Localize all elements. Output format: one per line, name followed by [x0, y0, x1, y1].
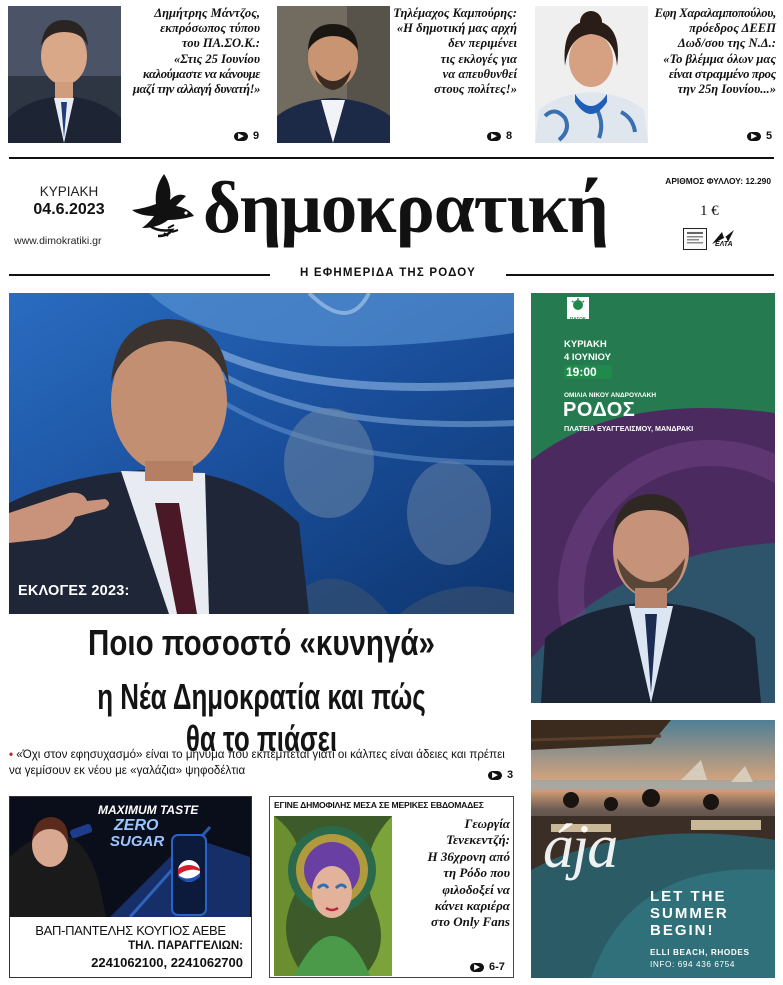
- pasok-day: ΚΥΡΙΑΚΗ: [564, 339, 607, 350]
- bullet-icon: •: [9, 748, 14, 761]
- beach-info: INFO: 694 436 6754: [650, 960, 735, 969]
- aja-logo: ája: [543, 813, 617, 881]
- dove-logo-icon: [128, 170, 200, 240]
- kampourhs-photo: [277, 6, 390, 143]
- tenekentzi-page-ref: ▶ 6-7: [470, 961, 505, 973]
- pepsi-slogan-3: SUGAR: [110, 833, 165, 850]
- website[interactable]: www.dimokratiki.gr: [14, 235, 102, 247]
- tenekentzi-kicker: ΕΓΙΝΕ ΔΗΜΟΦΙΛΗΣ ΜΕΣΑ ΣΕ ΜΕΡΙΚΕΣ ΕΒΔΟΜΑΔΕΣ: [274, 800, 484, 810]
- headline-line-2[interactable]: η Νέα Δημοκρατία και πώς θα το πιάσει: [97, 676, 426, 759]
- price: 1 €: [700, 203, 719, 219]
- pasok-event-ad[interactable]: [531, 293, 775, 703]
- arrow-icon: ▶: [234, 132, 248, 141]
- charalampopoulou-photo: [535, 6, 648, 143]
- pepsi-phones: 2241062100, 2241062700: [91, 955, 243, 970]
- pasok-time: 19:00: [564, 365, 612, 379]
- kampourhs-page-ref: ▶ 8: [487, 130, 512, 142]
- arrow-icon: ▶: [747, 132, 761, 141]
- hero-lead: • «Όχι στον εφησυχασμό» είναι το μήνυμα που εκπέμπεται γιατί οι κάλπες είναι άδειες και πρέπει να γεμίσουν εκ νέου με «γαλάζια» ψηφοδέλτια: [9, 748, 505, 777]
- issue-day: ΚΥΡΙΑΚΗ: [39, 184, 99, 199]
- pepsi-orders-label: ΤΗΛ. ΠΑΡΑΓΓΕΛΙΩΝ:: [128, 940, 243, 952]
- pepsi-slogan-1: MAXIMUM TASTE: [98, 803, 199, 817]
- beach-location: ELLI BEACH, RHODES: [650, 948, 750, 957]
- charalampopoulou-page-ref: ▶ 5: [747, 130, 772, 142]
- beach-line-1: LET THE: [650, 888, 727, 905]
- hero-photo[interactable]: [9, 293, 514, 614]
- pepsi-slogan-2: ZERO: [114, 817, 159, 834]
- pepsi-banner: [10, 797, 251, 917]
- charalampopoulou-teaser-text: Εφη Χαραλαμποπούλου, πρόεδρος ΔΕΕΠ Δωδ/σου της Ν.Δ.: «Το βλέμμα όλων μας είναι στραμμένο προς την 25η Ιουνίου...»: [654, 6, 776, 97]
- androulakis-photo: [541, 488, 761, 703]
- hero-page-ref: ▶ 3: [488, 769, 513, 781]
- tagline: Η ΕΦΗΜΕΡΙΔΑ ΤΗΣ ΡΟΔΟΥ: [270, 267, 506, 279]
- beach-line-2: SUMMER: [650, 905, 729, 922]
- tenekentzi-photo: [274, 816, 392, 976]
- pasok-city: ΡΟΔΟΣ: [563, 399, 636, 421]
- arrow-icon: ▶: [488, 771, 502, 780]
- pasok-place: ΠΛΑΤΕΙΑ ΕΥΑΓΓΕΛΙΣΜΟΥ, ΜΑΝΔΡΑΚΙ: [564, 424, 694, 433]
- headline-line-1[interactable]: Ποιο ποσοστό «κυνηγά»: [88, 622, 435, 663]
- mantzos-teaser-text: Δημήτρης Μάντζος, εκπρόσωπος τύπου του ΠΑ.ΣΟ.Κ.: «Στις 25 Ιουνίου καλούμαστε να κάνουμε μαζί την αλλαγή δυνατή!»: [132, 6, 260, 97]
- pasok-date: 4 ΙΟΥΝΙΟΥ: [564, 352, 611, 363]
- kampourhs-teaser-text: Τηλέμαχος Καμπούρης: «Η δημοτική μας αρχή δεν περιμένει τις εκλογές για να απευθυνθεί στους πολίτες!»: [393, 6, 517, 97]
- hero-kicker: ΕΚΛΟΓΕΣ 2023:: [18, 583, 130, 599]
- issue-number: ΑΡΙΘΜΟΣ ΦΥΛΛΟΥ: 12.290: [665, 176, 771, 186]
- tenekentzi-story[interactable]: [269, 796, 514, 978]
- elta-label: ΕΛΤΑ: [715, 241, 733, 248]
- issue-date: 04.6.2023: [33, 201, 105, 218]
- mantzos-page-ref: ▶ 9: [234, 130, 259, 142]
- arrow-icon: ▶: [470, 963, 484, 972]
- pasok-speaker: ΟΜΙΛΙΑ ΝΙΚΟΥ ΑΝΔΡΟΥΛΑΚΗ: [564, 392, 657, 399]
- arrow-icon: ▶: [487, 132, 501, 141]
- mantzos-photo: [8, 6, 121, 143]
- newspaper-logo[interactable]: δημοκρατική: [203, 167, 608, 248]
- tenekentzi-text: Γεωργία Τενεκεντζή: Η 36χρονη από τη Ρόδο που φιλοδοξεί να κάνει καριέρα στο Only Fans: [427, 816, 510, 930]
- elli-beach-ad[interactable]: [531, 720, 775, 978]
- pasok-logo: ΠΑΣΟΚ: [567, 297, 589, 319]
- postage-box: [683, 228, 707, 250]
- pepsi-ad[interactable]: [9, 796, 252, 978]
- pepsi-company: ΒΑΠ-ΠΑΝΤΕΛΗΣ ΚΟΥΓΙΟΣ ΑΕΒΕ: [35, 923, 226, 938]
- top-divider: [9, 157, 774, 159]
- beach-line-3: BEGIN!: [650, 922, 715, 939]
